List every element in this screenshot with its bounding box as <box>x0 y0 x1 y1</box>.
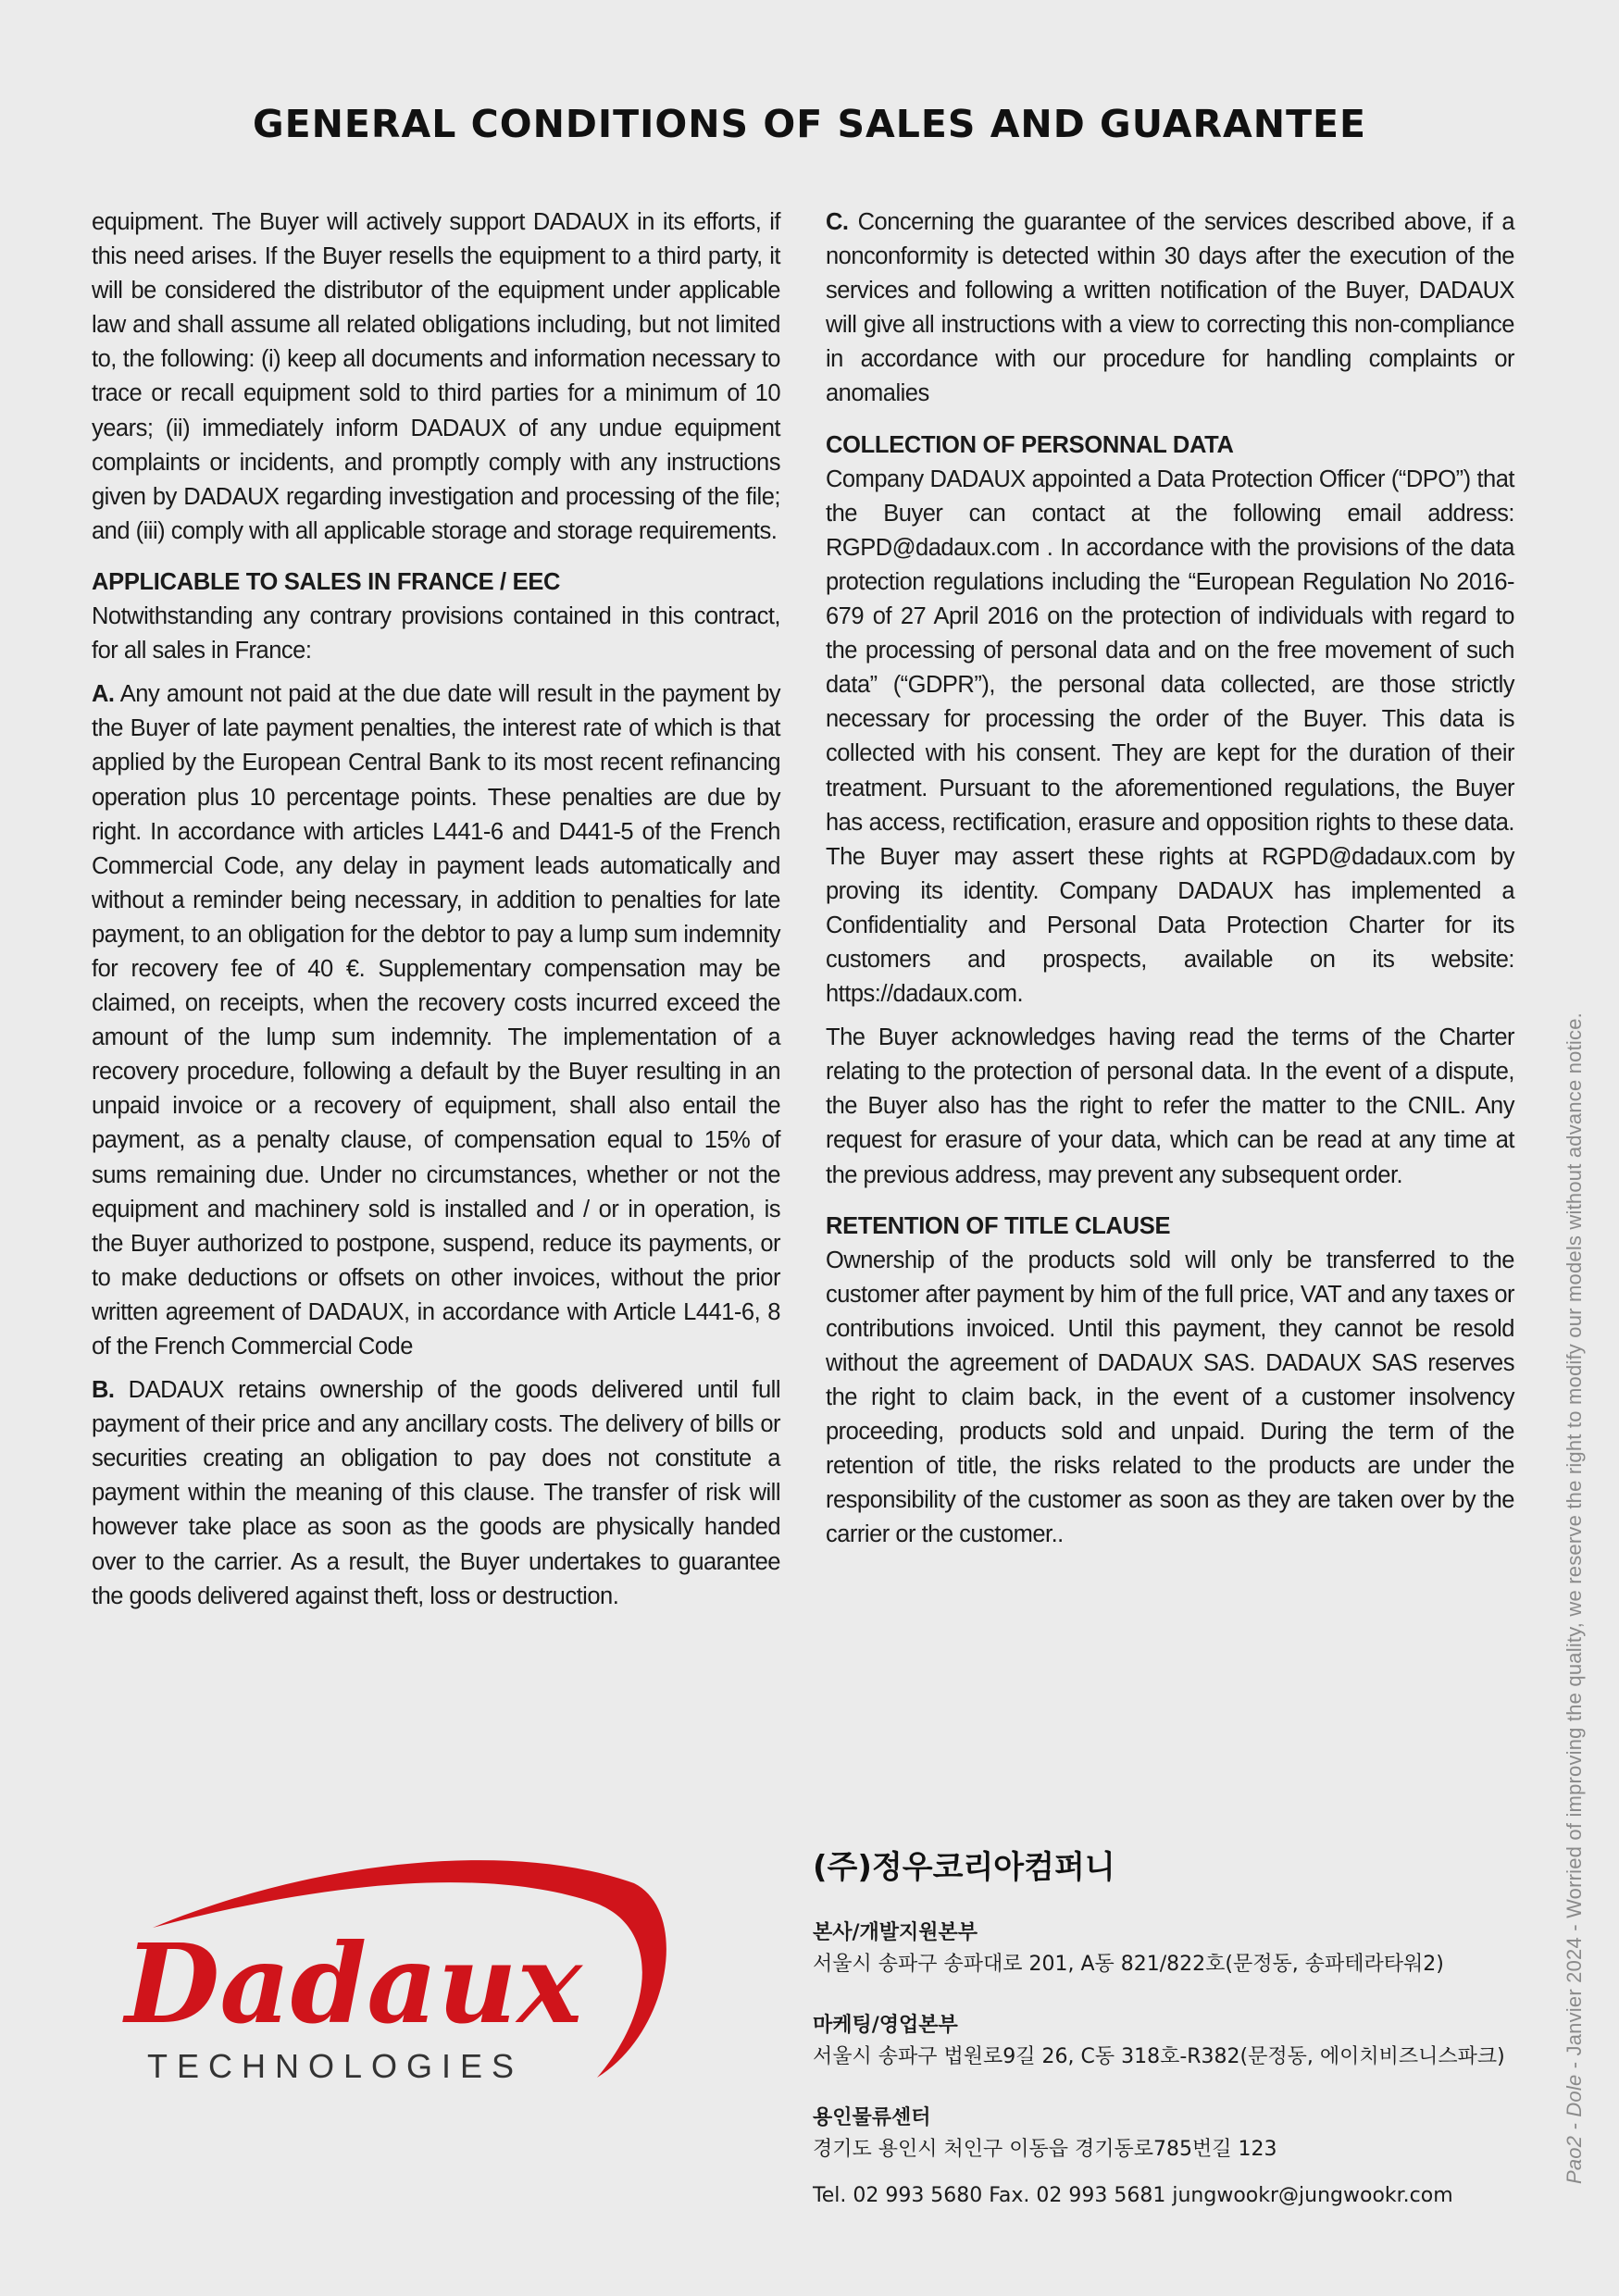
address-logistics-label: 용인물류센터 <box>813 2106 931 2129</box>
clause-c <box>826 205 1514 412</box>
page-title: GENERAL CONDITIONS OF SALES AND GUARANTEE <box>252 102 1367 146</box>
clause-a-letter: A. <box>92 681 115 708</box>
dadaux-logo <box>116 1846 690 2096</box>
address-logistics-text: 경기도 용인시 처인구 이동읍 경기동로785번길 123 <box>813 2138 1277 2161</box>
heading-personal-data: COLLECTION OF PERSONNAL DATA <box>826 431 1234 458</box>
logo-sub: TECHNOLOGIES <box>147 2047 524 2085</box>
logo-brand: Dadaux <box>125 1919 582 2048</box>
address-hq-label: 본사/개발지원본부 <box>813 1921 978 1944</box>
address-marketing-label: 마케팅/영업본부 <box>813 2014 958 2037</box>
paragraph-dpo: Company DADAUX appointed a Data Protection Officer (“DPO”) that the Buyer can contact at the following email address: RGPD@dadaux.com . In accordance with the provisions of the data protection regulations including the “European Regulation No 2016-679 of 27 April 2016 on the protection of individuals with regard to the processing of personal data and on the free movement of such data” (“GDPR”), the personal data collected, are those strictly necessary for processing the order of the Buyer. This data is collected with his consent. They are kept for the duration of their treatment. Pursuant to the aforementioned regulations, the Buyer has access, rectification, erasure and opposition rights to these data. The Buyer may assert these rights at RGPD@dadaux.com by proving its identity. Company DADAUX has implemented a Confidentiality and Personal Data Protection Charter for its customers and prospects, available on its website: https://dadaux.com. <box>826 465 1514 1008</box>
address-hq-text: 서울시 송파구 송파대로 201, A동 821/822호(문정동, 송파테라타워2) <box>813 1953 1444 1976</box>
paragraph-support: equipment. The Buyer will actively support DADAUX in its efforts, if this need arises. If the Buyer resells the equipment to a third party, it will be considered the distributor of the equipment under applicable law and shall assume all related obligations including, but not limited to, the following: (i) keep all documents and information necessary to trace or recall equipment sold to third parties for a minimum of 10 years; (ii) immediately inform DADAUX of any undue equipment complaints or incidents, and promptly comply with any instructions given by DADAUX regarding investigation and processing of the file; and (iii) comply with all applicable storage and storage requirements. <box>92 209 780 544</box>
paragraph-ownership: Ownership of the products sold will only be transferred to the customer after payment by him of the full price, VAT and any taxes or contributions invoiced. Until this payment, they cannot be resold without the agreement of DADAUX SAS. DADAUX SAS reserves the right to claim back, in the event of a customer insolvency proceeding, products sold and unpaid. During the term of the retention of title, the risks related to the products are under the responsibility of the customer as soon as they are taken over by the carrier or the customer.. <box>826 1247 1514 1548</box>
clause-b-letter: B. <box>92 1377 115 1404</box>
paragraph-charter: The Buyer acknowledges having read the terms of the Charter relating to the protection of personal data. In the event of a dispute, the Buyer also has the right to refer the matter to the CNIL. Any request for erasure of your data, which can be read at any time at the previous address, may prevent any subsequent order. <box>826 1024 1514 1188</box>
company-name: (주)정우코리아컴퍼니 <box>813 1849 1115 1886</box>
clause-b <box>92 1373 780 1614</box>
right-column <box>826 205 1514 1553</box>
contact-line: Tel. 02 993 5680 Fax. 02 993 5681 jungwookr@jungwookr.com <box>813 2184 1453 2207</box>
heading-retention: RETENTION OF TITLE CLAUSE <box>826 1212 1171 1239</box>
vertical-text: - Janvier 2024 - Worried of improving the quality, we reserve the right to modify our models without advance notice. <box>1563 1012 1586 2075</box>
vertical-ref: Pao2 - Dole <box>1563 2074 1586 2184</box>
clause-a <box>92 677 780 1364</box>
clause-a-text: Any amount not paid at the due date will result in the payment by the Buyer of late payment penalties, the interest rate of which is that applied by the European Central Bank to its most recent refinancing operation plus 10 percentage points. These penalties are due by right. In accordance with articles L441-6 and D441-5 of the French Commercial Code, any delay in payment leads automatically and without a reminder being necessary, in addition to penalties for late payment, to an obligation for the debtor to pay a lump sum indemnity for recovery fee of 40 €. Supplementary compensation may be claimed, on receipts, when the recovery costs incurred exceed the amount of the lump sum indemnity. The implementation of a recovery procedure, following a default by the Buyer resulting in an unpaid invoice or a recovery of equipment, shall also entail the payment, as a penalty clause, of compensation equal to 15% of sums remaining due. Under no circumstances, whether or not the equipment and machinery sold is installed and / or in operation, is the Buyer authorized to postpone, suspend, reduce its payments, or to make deductions or offsets on other invoices, without the prior written agreement of DADAUX, in accordance with Article L441-6, 8 of the French Commercial Code <box>92 681 780 1359</box>
heading-france-eec: APPLICABLE TO SALES IN FRANCE / EEC <box>92 568 561 595</box>
paragraph-notwithstanding: Notwithstanding any contrary provisions contained in this contract, for all sales in France: <box>92 603 780 664</box>
vertical-disclaimer <box>1563 944 1587 2184</box>
address-hq <box>813 1917 1444 1980</box>
left-column <box>92 205 780 1614</box>
address-marketing-text: 서울시 송파구 법원로9길 26, C동 318호-R382(문정동, 에이치비즈니스파크) <box>813 2045 1505 2068</box>
clause-c-text: Concerning the guarantee of the services described above, if a nonconformity is detected within 30 days after the execution of the services and following a written notification of the Buyer, DADAUX will give all instructions with a view to correcting this non-compliance in accordance with our procedure for handling complaints or anomalies <box>826 209 1514 407</box>
address-marketing <box>813 2010 1505 2073</box>
clause-b-text: DADAUX retains ownership of the goods delivered until full payment of their price and any ancillary costs. The delivery of bills or securities creating an obligation to pay does not constitute a payment within the meaning of this clause. The transfer of risk will however take place as soon as the goods are physically handed over to the carrier. As a result, the Buyer undertakes to guarantee the goods delivered against theft, loss or destruction. <box>92 1377 780 1609</box>
clause-c-letter: C. <box>826 209 849 235</box>
address-logistics <box>813 2103 1277 2166</box>
